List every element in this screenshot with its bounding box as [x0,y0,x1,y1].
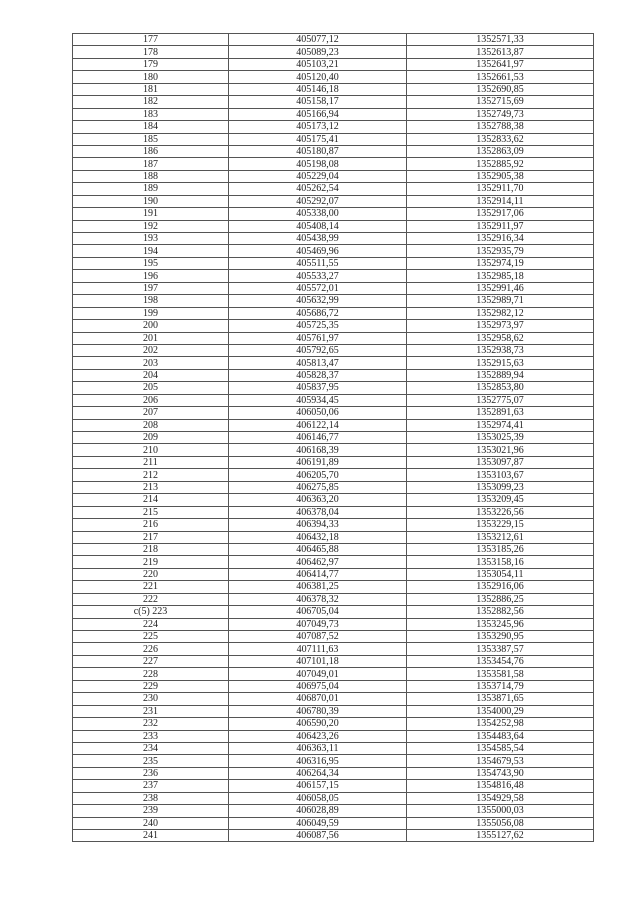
point-number-cell: 234 [73,742,229,754]
table-row [73,307,594,319]
y-coordinate-cell: 1353185,26 [407,543,594,555]
y-coordinate-cell: 1353025,39 [407,432,594,444]
y-coordinate-cell: 1352973,97 [407,320,594,332]
x-coordinate-cell: 405173,12 [229,121,407,133]
table-row [73,581,594,593]
y-coordinate-cell: 1352886,25 [407,593,594,605]
x-coordinate-cell: 406191,89 [229,456,407,468]
table-row [73,369,594,381]
x-coordinate-cell: 406423,26 [229,730,407,742]
y-coordinate-cell: 1352958,62 [407,332,594,344]
y-coordinate-cell: 1354000,29 [407,705,594,717]
point-number-cell: 183 [73,108,229,120]
x-coordinate-cell: 407087,52 [229,631,407,643]
table-row [73,270,594,282]
y-coordinate-cell: 1352911,70 [407,183,594,195]
x-coordinate-cell: 406205,70 [229,469,407,481]
x-coordinate-cell: 405837,95 [229,382,407,394]
coordinates-table [72,33,594,842]
point-number-cell: 240 [73,817,229,829]
x-coordinate-cell: 406087,56 [229,830,407,842]
point-number-cell: 178 [73,46,229,58]
y-coordinate-cell: 1353097,87 [407,456,594,468]
table-row [73,693,594,705]
point-number-cell: 198 [73,295,229,307]
point-number-cell: 222 [73,593,229,605]
point-number-cell: 229 [73,680,229,692]
table-row [73,469,594,481]
table-row [73,494,594,506]
point-number-cell: 179 [73,58,229,70]
x-coordinate-cell: 406316,95 [229,755,407,767]
x-coordinate-cell: 406028,89 [229,805,407,817]
y-coordinate-cell: 1352911,97 [407,220,594,232]
x-coordinate-cell: 406050,06 [229,407,407,419]
point-number-cell: 204 [73,369,229,381]
table-row [73,730,594,742]
y-coordinate-cell: 1352974,19 [407,257,594,269]
point-number-cell: 236 [73,767,229,779]
table-row [73,220,594,232]
y-coordinate-cell: 1352833,62 [407,133,594,145]
y-coordinate-cell: 1352991,46 [407,282,594,294]
x-coordinate-cell: 405089,23 [229,46,407,58]
coordinates-table-body [73,34,594,842]
table-row [73,655,594,667]
table-row [73,34,594,46]
x-coordinate-cell: 406432,18 [229,531,407,543]
table-row [73,481,594,493]
y-coordinate-cell: 1353021,96 [407,444,594,456]
point-number-cell: 226 [73,643,229,655]
table-row [73,444,594,456]
table-row [73,332,594,344]
table-row [73,394,594,406]
table-row [73,382,594,394]
y-coordinate-cell: 1355127,62 [407,830,594,842]
table-row [73,121,594,133]
x-coordinate-cell: 406122,14 [229,419,407,431]
y-coordinate-cell: 1352916,34 [407,233,594,245]
x-coordinate-cell: 406049,59 [229,817,407,829]
y-coordinate-cell: 1353229,15 [407,519,594,531]
point-number-cell: 200 [73,320,229,332]
x-coordinate-cell: 405438,99 [229,233,407,245]
x-coordinate-cell: 406465,88 [229,543,407,555]
table-row [73,58,594,70]
x-coordinate-cell: 406378,04 [229,506,407,518]
point-number-cell: 232 [73,718,229,730]
point-number-cell: 230 [73,693,229,705]
y-coordinate-cell: 1352889,94 [407,369,594,381]
y-coordinate-cell: 1352715,69 [407,96,594,108]
x-coordinate-cell: 406705,04 [229,606,407,618]
point-number-cell: 201 [73,332,229,344]
point-number-cell: 184 [73,121,229,133]
table-row [73,96,594,108]
x-coordinate-cell: 405511,55 [229,257,407,269]
y-coordinate-cell: 1353290,95 [407,631,594,643]
y-coordinate-cell: 1353387,57 [407,643,594,655]
y-coordinate-cell: 1354679,53 [407,755,594,767]
x-coordinate-cell: 405262,54 [229,183,407,195]
x-coordinate-cell: 406058,05 [229,792,407,804]
point-number-cell: 211 [73,456,229,468]
y-coordinate-cell: 1354816,48 [407,780,594,792]
table-row [73,767,594,779]
point-number-cell: 235 [73,755,229,767]
point-number-cell: 202 [73,344,229,356]
table-row [73,145,594,157]
point-number-cell: 181 [73,83,229,95]
point-number-cell: 188 [73,170,229,182]
x-coordinate-cell: 406780,39 [229,705,407,717]
table-row [73,419,594,431]
y-coordinate-cell: 1352641,97 [407,58,594,70]
table-row [73,830,594,842]
table-row [73,631,594,643]
x-coordinate-cell: 405828,37 [229,369,407,381]
table-row [73,817,594,829]
table-row [73,183,594,195]
point-number-cell: 227 [73,655,229,667]
table-row [73,83,594,95]
y-coordinate-cell: 1352661,53 [407,71,594,83]
table-row [73,257,594,269]
x-coordinate-cell: 406590,20 [229,718,407,730]
table-row [73,46,594,58]
point-number-cell: 215 [73,506,229,518]
table-row [73,71,594,83]
x-coordinate-cell: 405166,94 [229,108,407,120]
point-number-cell: 238 [73,792,229,804]
point-number-cell: 224 [73,618,229,630]
table-row [73,432,594,444]
y-coordinate-cell: 1352985,18 [407,270,594,282]
y-coordinate-cell: 1355000,03 [407,805,594,817]
table-row [73,556,594,568]
x-coordinate-cell: 406381,25 [229,581,407,593]
x-coordinate-cell: 407111,63 [229,643,407,655]
point-number-cell: 195 [73,257,229,269]
table-row [73,233,594,245]
x-coordinate-cell: 406363,20 [229,494,407,506]
x-coordinate-cell: 405813,47 [229,357,407,369]
x-coordinate-cell: 406462,97 [229,556,407,568]
y-coordinate-cell: 1353099,23 [407,481,594,493]
table-row [73,282,594,294]
x-coordinate-cell: 405408,14 [229,220,407,232]
table-row [73,170,594,182]
point-number-cell: 186 [73,145,229,157]
point-number-cell: 177 [73,34,229,46]
y-coordinate-cell: 1352938,73 [407,344,594,356]
x-coordinate-cell: 406157,15 [229,780,407,792]
point-number-cell: 182 [73,96,229,108]
y-coordinate-cell: 1353581,58 [407,668,594,680]
x-coordinate-cell: 405103,21 [229,58,407,70]
y-coordinate-cell: 1353212,61 [407,531,594,543]
point-number-cell: 206 [73,394,229,406]
x-coordinate-cell: 405120,40 [229,71,407,83]
point-number-cell: 216 [73,519,229,531]
y-coordinate-cell: 1352905,38 [407,170,594,182]
table-row [73,606,594,618]
table-row [73,195,594,207]
table-row [73,742,594,754]
x-coordinate-cell: 406378,32 [229,593,407,605]
y-coordinate-cell: 1353245,96 [407,618,594,630]
y-coordinate-cell: 1352882,56 [407,606,594,618]
point-number-cell: 180 [73,71,229,83]
table-row [73,519,594,531]
point-number-cell: 220 [73,568,229,580]
point-number-cell: 217 [73,531,229,543]
point-number-cell: 193 [73,233,229,245]
x-coordinate-cell: 405146,18 [229,83,407,95]
table-row [73,780,594,792]
table-row [73,543,594,555]
table-row [73,295,594,307]
table-row [73,643,594,655]
table-row [73,208,594,220]
point-number-cell: 208 [73,419,229,431]
point-number-cell: 196 [73,270,229,282]
table-row [73,108,594,120]
point-number-cell: 190 [73,195,229,207]
y-coordinate-cell: 1352989,71 [407,295,594,307]
y-coordinate-cell: 1352914,11 [407,195,594,207]
point-number-cell: 237 [73,780,229,792]
y-coordinate-cell: 1352915,63 [407,357,594,369]
x-coordinate-cell: 405292,07 [229,195,407,207]
y-coordinate-cell: 1353454,76 [407,655,594,667]
point-number-cell: 209 [73,432,229,444]
y-coordinate-cell: 1353103,67 [407,469,594,481]
point-number-cell: 221 [73,581,229,593]
table-row [73,705,594,717]
point-number-cell: 191 [73,208,229,220]
point-number-cell: 233 [73,730,229,742]
point-number-cell: 239 [73,805,229,817]
y-coordinate-cell: 1352891,63 [407,407,594,419]
table-row [73,320,594,332]
table-row [73,568,594,580]
x-coordinate-cell: 406414,77 [229,568,407,580]
x-coordinate-cell: 406394,33 [229,519,407,531]
y-coordinate-cell: 1352863,09 [407,145,594,157]
x-coordinate-cell: 405175,41 [229,133,407,145]
table-row [73,593,594,605]
point-number-cell: 197 [73,282,229,294]
x-coordinate-cell: 406363,11 [229,742,407,754]
table-row [73,755,594,767]
table-row [73,344,594,356]
table-row [73,680,594,692]
table-row [73,792,594,804]
table-row [73,245,594,257]
point-number-cell: 231 [73,705,229,717]
x-coordinate-cell: 405632,99 [229,295,407,307]
y-coordinate-cell: 1352982,12 [407,307,594,319]
y-coordinate-cell: 1352690,85 [407,83,594,95]
x-coordinate-cell: 405686,72 [229,307,407,319]
x-coordinate-cell: 405158,17 [229,96,407,108]
point-number-cell: 199 [73,307,229,319]
x-coordinate-cell: 406264,34 [229,767,407,779]
y-coordinate-cell: 1353054,11 [407,568,594,580]
point-number-cell: 212 [73,469,229,481]
point-number-cell: 192 [73,220,229,232]
table-row [73,158,594,170]
y-coordinate-cell: 1352571,33 [407,34,594,46]
point-number-cell: 241 [73,830,229,842]
y-coordinate-cell: 1352935,79 [407,245,594,257]
x-coordinate-cell: 407049,01 [229,668,407,680]
point-number-cell: 194 [73,245,229,257]
table-row [73,618,594,630]
y-coordinate-cell: 1352917,06 [407,208,594,220]
y-coordinate-cell: 1353209,45 [407,494,594,506]
point-number-cell: 219 [73,556,229,568]
table-row [73,531,594,543]
point-number-cell: 214 [73,494,229,506]
x-coordinate-cell: 407101,18 [229,655,407,667]
x-coordinate-cell: 405229,04 [229,170,407,182]
point-number-cell: 210 [73,444,229,456]
x-coordinate-cell: 405761,97 [229,332,407,344]
y-coordinate-cell: 1352788,38 [407,121,594,133]
table-row [73,506,594,518]
table-row [73,357,594,369]
y-coordinate-cell: 1352613,87 [407,46,594,58]
x-coordinate-cell: 405198,08 [229,158,407,170]
table-row [73,718,594,730]
table-row [73,407,594,419]
x-coordinate-cell: 406275,85 [229,481,407,493]
x-coordinate-cell: 405077,12 [229,34,407,46]
y-coordinate-cell: 1352749,73 [407,108,594,120]
point-number-cell: 203 [73,357,229,369]
point-number-cell: c(5) 223 [73,606,229,618]
y-coordinate-cell: 1353714,79 [407,680,594,692]
y-coordinate-cell: 1354743,90 [407,767,594,779]
x-coordinate-cell: 405533,27 [229,270,407,282]
x-coordinate-cell: 406870,01 [229,693,407,705]
point-number-cell: 225 [73,631,229,643]
y-coordinate-cell: 1354483,64 [407,730,594,742]
y-coordinate-cell: 1354585,54 [407,742,594,754]
y-coordinate-cell: 1352775,07 [407,394,594,406]
x-coordinate-cell: 406168,39 [229,444,407,456]
y-coordinate-cell: 1352974,41 [407,419,594,431]
x-coordinate-cell: 405572,01 [229,282,407,294]
point-number-cell: 213 [73,481,229,493]
table-row [73,805,594,817]
x-coordinate-cell: 405180,87 [229,145,407,157]
x-coordinate-cell: 406146,77 [229,432,407,444]
table-row [73,668,594,680]
y-coordinate-cell: 1353226,56 [407,506,594,518]
y-coordinate-cell: 1353871,65 [407,693,594,705]
x-coordinate-cell: 405934,45 [229,394,407,406]
point-number-cell: 207 [73,407,229,419]
x-coordinate-cell: 407049,73 [229,618,407,630]
y-coordinate-cell: 1354929,58 [407,792,594,804]
x-coordinate-cell: 405469,96 [229,245,407,257]
x-coordinate-cell: 405338,00 [229,208,407,220]
y-coordinate-cell: 1352853,80 [407,382,594,394]
x-coordinate-cell: 406975,04 [229,680,407,692]
y-coordinate-cell: 1354252,98 [407,718,594,730]
point-number-cell: 185 [73,133,229,145]
y-coordinate-cell: 1352885,92 [407,158,594,170]
point-number-cell: 228 [73,668,229,680]
y-coordinate-cell: 1355056,08 [407,817,594,829]
y-coordinate-cell: 1353158,16 [407,556,594,568]
y-coordinate-cell: 1352916,06 [407,581,594,593]
x-coordinate-cell: 405725,35 [229,320,407,332]
point-number-cell: 189 [73,183,229,195]
point-number-cell: 187 [73,158,229,170]
point-number-cell: 205 [73,382,229,394]
table-row [73,456,594,468]
point-number-cell: 218 [73,543,229,555]
x-coordinate-cell: 405792,65 [229,344,407,356]
table-row [73,133,594,145]
